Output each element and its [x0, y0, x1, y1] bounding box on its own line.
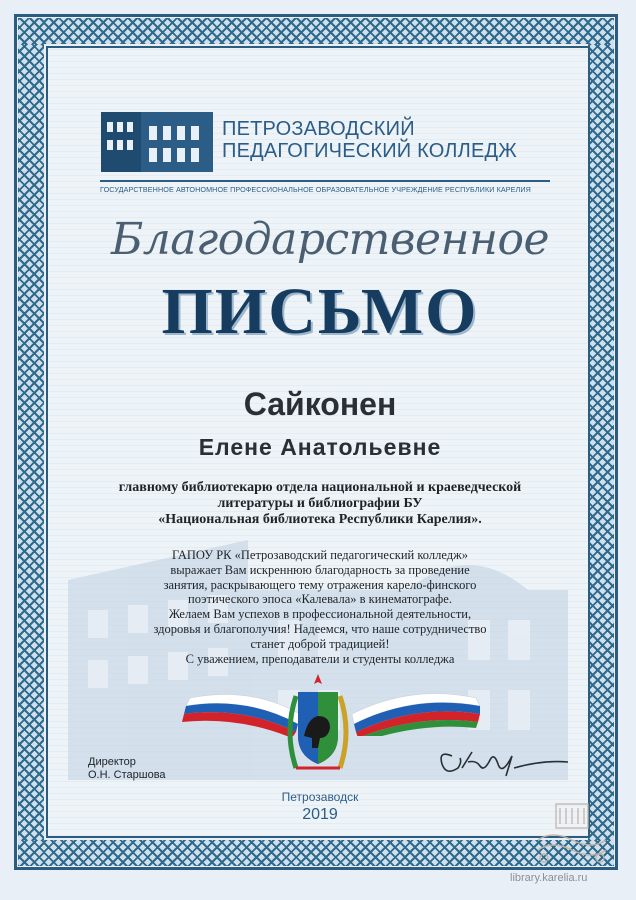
director-signature: [432, 742, 572, 782]
flag-ribbon-right-icon: [352, 676, 482, 736]
body-line: поэтического эпоса «Калевала» в кинематографе.: [188, 592, 452, 607]
position-line: главному библиотекарю отдела национальной и краеведческой: [118, 480, 522, 495]
library-stamp-icon: [532, 800, 612, 866]
director-name: О.Н. Старшова: [88, 769, 166, 781]
director-block: [88, 756, 166, 782]
college-name-line1: ПЕТРОЗАВОДСКИЙ: [222, 118, 415, 140]
body-line: Желаем Вам успехов в профессиональной деятельности,: [168, 607, 472, 622]
director-role: Директор: [88, 756, 136, 768]
city-label: Петрозаводск: [281, 790, 359, 804]
body-line: выражает Вам искреннюю благодарность за проведение: [170, 562, 470, 577]
title-script: Благодарственное: [110, 214, 550, 265]
recipient-position: [100, 480, 540, 528]
recipient-given-name: Елене Анатольевне: [198, 434, 442, 460]
college-name-line2: ПЕДАГОГИЧЕСКИЙ КОЛЛЕДЖ: [222, 140, 517, 162]
college-full-name: ГОСУДАРСТВЕННОЕ АВТОНОМНОЕ ПРОФЕССИОНАЛЬНОЕ ОБРАЗОВАТЕЛЬНОЕ УЧРЕЖДЕНИЕ РЕСПУБЛИКИ КАРЕЛИЯ: [100, 180, 550, 194]
year-label: 2019: [302, 806, 338, 823]
body-line: станет доброй традицией!: [250, 636, 390, 651]
library-url: library.karelia.ru: [510, 872, 588, 884]
karelia-emblem-icon: [282, 672, 354, 772]
letter-body: [120, 548, 520, 666]
body-line: занятия, раскрывающего тему отражения карело-финского: [163, 577, 477, 592]
college-logo-icon: [101, 112, 213, 172]
position-line: литературы и библиографии БУ: [217, 496, 423, 511]
recipient-surname: Сайконен: [243, 386, 397, 422]
body-line: ГАПОУ РК «Петрозаводский педагогический колледж»: [171, 548, 468, 562]
body-line: С уважением, преподаватели и студенты колледжа: [185, 651, 455, 666]
body-line: здоровья и благополучия! Надеемся, что наше сотрудничество: [153, 621, 487, 636]
position-line: «Национальная библиотека Республики Карелия».: [158, 512, 482, 527]
college-name: [222, 118, 562, 162]
title-main: ПИСЬМО: [161, 275, 479, 348]
